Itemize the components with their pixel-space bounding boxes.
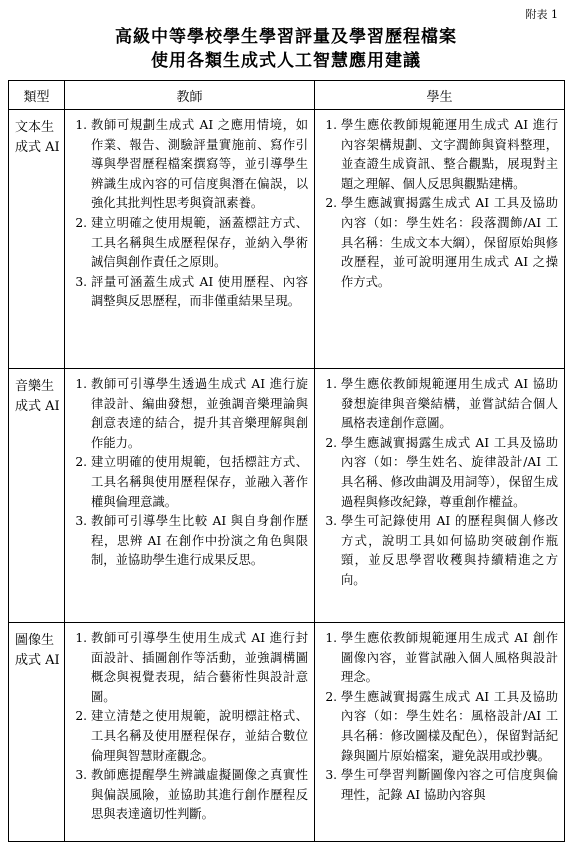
header-student: 學生 [315,81,565,110]
list-item: 3. 學生可記錄使用 AI 的歷程與個人修改方式，說明工具如何協助突破創作瓶頸，並反思學習收穫與持續精進之方向。 [341,512,558,590]
list-item: 2. 建立明確的使用規範，包括標註方式、工具名稱與使用歷程保存，並融入著作權與倫理意識。 [91,453,308,512]
document-title-line1: 高級中等學校學生學習評量及學習歷程檔案 [115,27,457,47]
list-item: 3. 教師可引導學生比較 AI 與自身創作歷程，思辨 AI 在創作中扮演之角色與限制，並協助學生進行成果反思。 [91,512,308,571]
header-teacher: 教師 [65,81,315,110]
list-item: 2. 學生應誠實揭露生成式 AI 工具及協助內容（如：學生姓名：段落潤飾/AI 工具名稱：生成文本大綱），保留原始與修改歷程，並可說明運用生成式 AI 之操作方式。 [341,194,558,292]
recommendation-table [8,80,565,842]
teacher-cell [65,369,315,623]
list-item: 1. 教師可引導學生使用生成式 AI 進行封面設計、插圖創作等活動，並強調構圖概念與視覺表現，結合藝術性與設計意圖。 [91,629,308,707]
header-type: 類型 [9,81,65,110]
student-cell [315,110,565,369]
document-title-line2: 使用各類生成式人工智慧應用建議 [151,51,421,71]
list-item: 1. 教師可引導學生透過生成式 AI 進行旋律設計、編曲發想，並強調音樂理論與創意表達的結合，提升其音樂理解與創作能力。 [91,375,308,453]
list-item: 2. 學生應誠實揭露生成式 AI 工具及協助內容（如：學生姓名、旋律設計/AI 工具名稱、修改曲調及用詞等），保留生成過程與修改紀錄，尊重創作權益。 [341,434,558,512]
teacher-cell [65,110,315,369]
list-item: 1. 學生應依教師規範運用生成式 AI 創作圖像內容，並嘗試融入個人風格與設計理念。 [341,629,558,688]
annex-label: 附表 1 [525,8,558,21]
table-row-text-ai [9,110,565,369]
type-cell: 文本生成式 AI [9,110,65,369]
teacher-cell [65,623,315,842]
type-cell: 音樂生成式 AI [9,369,65,623]
list-item: 2. 建立清楚之使用規範，說明標註格式、工具名稱及使用歷程保存，並結合數位倫理與智慧財產觀念。 [91,707,308,766]
list-item: 3. 教師應提醒學生辨識虛擬圖像之真實性與偏誤風險，並協助其進行創作歷程反思與表達適切性判斷。 [91,766,308,825]
list-item: 1. 教師可規劃生成式 AI 之應用情境，如作業、報告、測驗評量實施前、寫作引導與學習歷程檔案撰寫等，並引導學生辨識生成內容的可信度與潛在偏誤，以強化其批判性思考與資訊素養。 [91,116,308,214]
student-cell [315,623,565,842]
list-item: 3. 學生可學習判斷圖像內容之可信度與倫理性，記錄 AI 協助內容與 [341,766,558,805]
list-item: 2. 建立明確之使用規範，涵蓋標註方式、工具名稱與生成歷程保存，並納入學術誠信與創作責任之原則。 [91,214,308,273]
table-row-image-ai [9,623,565,842]
list-item: 1. 學生應依教師規範運用生成式 AI 協助發想旋律與音樂結構，並嘗試結合個人風格表達創作意圖。 [341,375,558,434]
list-item: 2. 學生應誠實揭露生成式 AI 工具及協助內容（如：學生姓名：風格設計/AI 工具名稱：修改圖樣及配色），保留對話紀錄與圖片原始檔案，避免誤用或抄襲。 [341,688,558,766]
table-row-music-ai [9,369,565,623]
type-cell: 圖像生成式 AI [9,623,65,842]
table-header-row [9,81,565,110]
list-item: 3. 評量可涵蓋生成式 AI 使用歷程、內容調整與反思歷程，而非僅重結果呈現。 [91,273,308,312]
student-cell [315,369,565,623]
list-item: 1. 學生應依教師規範運用生成式 AI 進行內容架構規劃、文字潤飾與資料整理，並查證生成資訊、整合觀點，展現對主題之理解、個人反思與觀點建構。 [341,116,558,194]
